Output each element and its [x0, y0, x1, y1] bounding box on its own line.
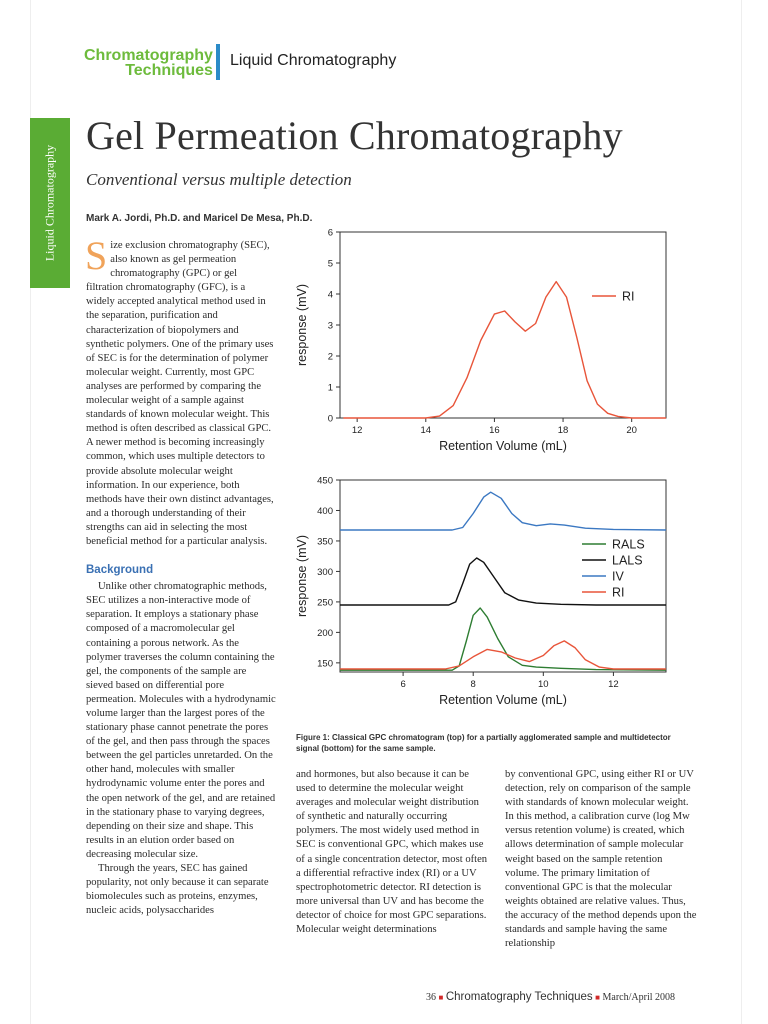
y-axis-label: response (mV) — [295, 284, 309, 366]
y-tick-label: 4 — [327, 289, 333, 301]
series-line-rals — [340, 608, 666, 670]
y-tick-label: 5 — [327, 258, 333, 270]
y-tick-label: 3 — [327, 320, 333, 332]
brand-line-1: Chromatography — [84, 47, 213, 64]
series-line-ri — [343, 282, 666, 418]
y-tick-label: 200 — [317, 627, 333, 639]
page-number: 36 — [426, 992, 436, 1003]
column-3-text: by conventional GPC, using either RI or UV detection, rely on comparison of the sample with standards of known molecular weight. In this method, a calibration curve (log Mw versus retention volume) is created, which allows determination of sample molecular weight based on the sample retention volume. The primary limitation of conventional GPC is that the molecular weights obtained are relative values. Thus, the accuracy of the method depends upon the standards and sample having the same relationship — [505, 769, 697, 950]
x-tick-label: 10 — [538, 679, 549, 690]
chart-bottom — [280, 470, 700, 720]
text-column-1 — [85, 233, 276, 918]
x-axis-label: Retention Volume (mL) — [439, 693, 567, 707]
x-tick-label: 6 — [400, 679, 406, 690]
legend-label-rals: RALS — [612, 537, 645, 552]
x-axis-label: Retention Volume (mL) — [439, 439, 567, 453]
y-tick-label: 350 — [317, 536, 333, 548]
footer-date: March/April 2008 — [602, 992, 676, 1003]
x-tick-label: 16 — [489, 425, 500, 436]
series-line-ri — [340, 641, 666, 669]
y-tick-label: 2 — [327, 351, 333, 363]
x-tick-label: 12 — [351, 425, 363, 436]
y-tick-label: 400 — [317, 505, 333, 517]
legend-label-lals: LALS — [612, 553, 643, 568]
footer-square-icon-2: ■ — [595, 993, 601, 1002]
x-tick-label: 20 — [626, 425, 637, 436]
page-footer — [426, 991, 675, 1003]
plot-frame — [340, 232, 666, 418]
drop-cap: S — [85, 233, 108, 278]
y-tick-label: 6 — [327, 227, 333, 239]
footer-square-icon: ■ — [438, 993, 444, 1002]
y-tick-label: 450 — [317, 475, 333, 487]
figure-caption: Figure 1: Classical GPC chromatogram (top) for a partially agglomerated sample and multidetector signal (bottom) for the same sample. — [296, 733, 671, 753]
side-tab — [30, 118, 70, 288]
y-axis-label: response (mV) — [295, 535, 309, 617]
background-heading: Background — [86, 564, 154, 577]
article-title: Gel Permeation Chromatography — [86, 113, 623, 158]
column-2-text: and hormones, but also because it can be used to determine the molecular weight averages and molecular weight distribution of synthetic and naturally occurring polymers. The most widely used method in SEC is conventional GPC, which makes use of a single concentration detector, most often a differential refractive index (RI) or a UV spectrophotometric detector. RI detection is more universal than UV and has become the detector of choice for most GPC separations. Molecular weight determinations — [296, 769, 488, 936]
x-tick-label: 8 — [470, 679, 476, 690]
brand-logo — [84, 48, 213, 78]
intro-paragraph — [85, 233, 276, 549]
article-authors: Mark A. Jordi, Ph.D. and Maricel De Mesa, Ph.D. — [86, 213, 313, 224]
y-tick-label: 0 — [327, 413, 333, 425]
y-tick-label: 150 — [317, 658, 333, 670]
y-tick-label: 300 — [317, 566, 333, 578]
x-tick-label: 18 — [557, 425, 569, 436]
x-tick-label: 14 — [420, 425, 432, 436]
side-tab-label: Liquid Chromatography — [42, 144, 57, 262]
series-line-iv — [340, 492, 666, 530]
text-column-3 — [505, 768, 697, 951]
brand-line-2: Techniques — [125, 62, 213, 79]
text-column-2 — [296, 768, 488, 937]
background-paragraph: Unlike other chromatographic methods, SEC utilizes a non-interactive mode of separation. It employs a stationary phase composed of a macromolecular gel containing a porous network. As the polymer traverses the column containing the gel, the components of the sample are sieved based on differential pore permeation. Molecules with a hydrodynamic volume larger than the largest pores of the stationary phase cannot penetrate the pores of the gel, and then pass through the spaces between the gel particles unretarded. On the other hand, molecules with smaller hydrodynamic volume enter the pores and the open network of the gel, and are retained in the stationary phase to varying degrees, depending on their size and shape. This results in an elution order based on decreasing molecular size. — [86, 581, 276, 860]
section-name: Liquid Chromatography — [230, 52, 397, 69]
intro-text: ize exclusion chromatography (SEC), also known as gel permeation chromatography (GPC) or gel filtration chromatography (GFC), is a widely accepted analytical method used in the separation, purification and characterization of biopolymers and synthetic polymers. One of the primary uses of SEC is for the determination of polymer molecular weight. Currently, most GPC analyses are performed by comparing the molecular weight of a sample against standards of known molecular weight. This method is often described as classical GPC. A newer method is becoming increasingly common, which uses multiple detectors to provide absolute molecular weight information. In our experience, both methods have their own distinct advantages, and a thorough understanding of their strengths can aid in selecting the most beneficial method for a particular analysis. — [86, 240, 274, 547]
chart-top — [280, 218, 700, 458]
brand-divider-bar — [216, 44, 220, 80]
footer-magazine: Chromatography Techniques — [445, 991, 593, 1003]
legend-label-ri: RI — [622, 289, 635, 304]
y-tick-label: 1 — [327, 382, 333, 394]
y-tick-label: 250 — [317, 597, 333, 609]
legend-label-ri: RI — [612, 585, 625, 600]
popularity-paragraph: Through the years, SEC has gained popularity, not only because it can separate biomolecules such as proteins, enzymes, nucleic acids, polysaccharides — [86, 863, 269, 917]
article-subtitle: Conventional versus multiple detection — [86, 170, 352, 189]
x-tick-label: 12 — [608, 679, 619, 690]
legend-label-iv: IV — [612, 569, 624, 584]
